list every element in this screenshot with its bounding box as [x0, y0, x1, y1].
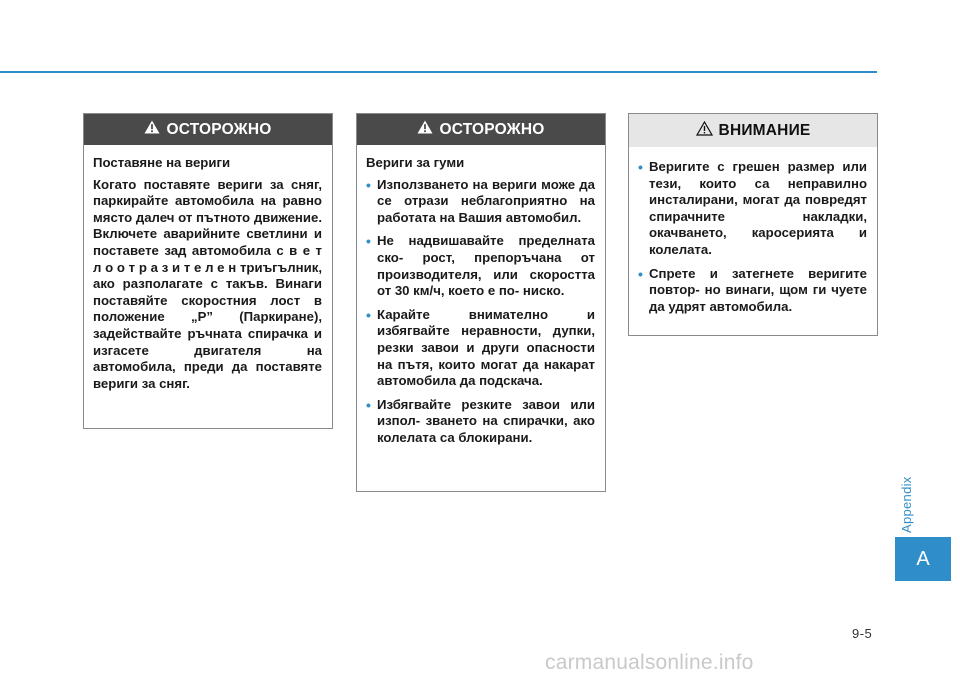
section-label-text: Appendix	[899, 476, 914, 533]
warning-box-tire-chains	[356, 113, 606, 492]
bullet-list	[366, 177, 595, 447]
page-number: 9-5	[852, 626, 873, 641]
caution-header	[629, 114, 877, 147]
section-side-label	[899, 463, 919, 533]
caution-triangle-icon	[696, 121, 713, 141]
warning-box-snow-chains	[83, 113, 333, 429]
warning-header-label: ОСТОРОЖНО	[439, 120, 545, 138]
warning-header-label: ОСТОРОЖНО	[166, 120, 272, 138]
caution-header-label: ВНИМАНИЕ	[718, 121, 811, 139]
section-tab	[895, 537, 951, 581]
caution-box-chain-size	[628, 113, 878, 336]
list-item: • Карайте внимателно и избягвайте неравности, дупки, резки завои и други опасности на пътя, които могат да накарат автомобила да подскача.	[366, 307, 595, 390]
box-body-text: Когато поставяте вериги за сняг, паркирайте автомобила на равно място далеч от пътното движение. Включете аварийните светлини и поставете зад автомобила с в е т л о о т р а з и т е л е н триъгълник, ако разполагате с такъв. Винаги поставяйте скоростния лост в положение „P” (Паркиране), задействайте ръчната спирачка и изгасете двигателя на автомобила, преди да поставяте вериги за сняг.	[93, 176, 322, 391]
section-tab-letter: A	[916, 547, 930, 570]
box-subtitle: Поставяне на вериги	[93, 155, 231, 170]
top-rule	[0, 71, 877, 73]
box-subtitle: Вериги за гуми	[366, 155, 465, 170]
bullet-list	[638, 159, 867, 315]
warning-header	[84, 114, 332, 145]
list-item: • Използването на вериги може да се отрази неблагоприятно на работата на Вашия автомобил.	[366, 177, 595, 227]
list-item: • Веригите с грешен размер или тези, които са неправилно инсталирани, могат да повредят спирачните накладки, окачването, каросерията и колелата.	[638, 159, 867, 259]
list-item: • Спрете и затегнете веригите повтор- но винаги, щом ги чуете да удрят автомобила.	[638, 266, 867, 316]
list-item: • Избягвайте резките завои или изпол- зването на спирачки, ако колелата са блокирани.	[366, 397, 595, 447]
list-item: • Не надвишавайте пределната ско- рост, препоръчана от производителя, или скоростта от 30 км/ч, което е по- ниско.	[366, 233, 595, 299]
watermark: carmanualsonline.info	[545, 651, 754, 674]
warning-header	[357, 114, 605, 145]
warning-triangle-icon	[144, 120, 160, 139]
warning-triangle-icon	[417, 120, 433, 139]
